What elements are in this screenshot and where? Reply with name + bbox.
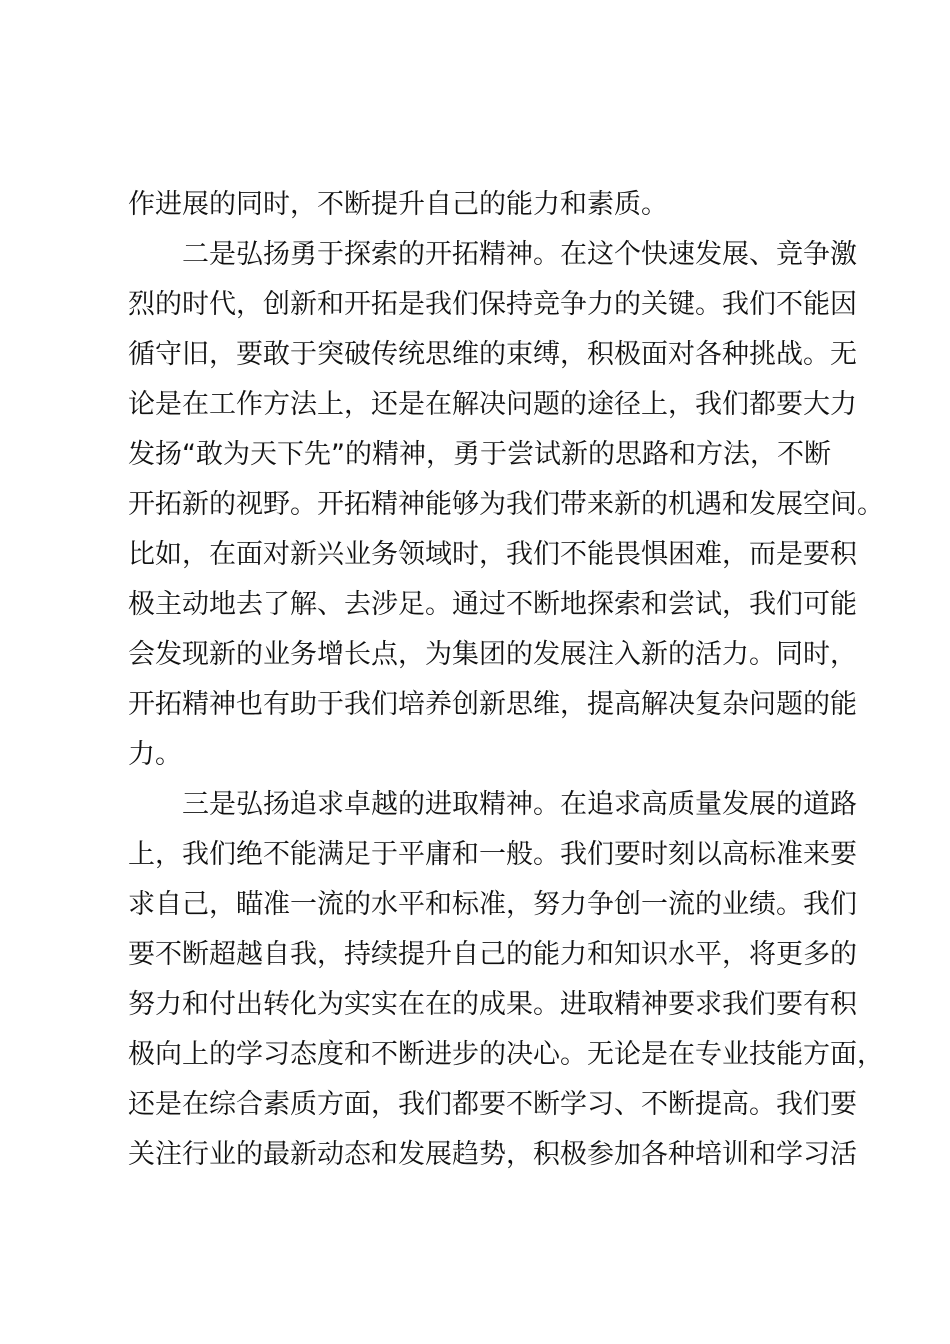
- text-line: 努力和付出转化为实实在在的成果。进取精神要求我们要有积: [128, 989, 857, 1020]
- text-line: 极主动地去了解、去涉足。通过不断地探索和尝试，我们可能: [128, 589, 857, 620]
- text-line: 上，我们绝不能满足于平庸和一般。我们要时刻以高标准来要: [128, 839, 857, 870]
- text-line: 烈的时代，创新和开拓是我们保持竞争力的关键。我们不能因: [128, 289, 857, 320]
- text-line: 二是弘扬勇于探索的开拓精神。在这个快速发展、竞争激: [128, 239, 857, 270]
- text-line: 力。: [128, 739, 182, 770]
- text-line: 还是在综合素质方面，我们都要不断学习、不断提高。我们要: [128, 1089, 857, 1120]
- text-line: 三是弘扬追求卓越的进取精神。在追求高质量发展的道路: [128, 789, 857, 820]
- text-line: 要不断超越自我，持续提升自己的能力和知识水平，将更多的: [128, 939, 857, 970]
- text-line: 发扬“敢为天下先”的精神，勇于尝试新的思路和方法，不断: [128, 439, 831, 470]
- text-line: 极向上的学习态度和不断进步的决心。无论是在专业技能方面，: [128, 1039, 884, 1070]
- text-line: 循守旧，要敢于突破传统思维的束缚，积极面对各种挑战。无: [128, 339, 857, 370]
- text-line: 开拓精神也有助于我们培养创新思维，提高解决复杂问题的能: [128, 689, 857, 720]
- text-line: 会发现新的业务增长点，为集团的发展注入新的活力。同时，: [128, 639, 857, 670]
- text-line: 作进展的同时，不断提升自己的能力和素质。: [128, 189, 668, 220]
- text-line: 关注行业的最新动态和发展趋势，积极参加各种培训和学习活: [128, 1139, 857, 1170]
- text-line: 求自己，瞄准一流的水平和标准，努力争创一流的业绩。我们: [128, 889, 857, 920]
- text-line: 比如，在面对新兴业务领域时，我们不能畏惧困难，而是要积: [128, 539, 857, 570]
- text-line: 论是在工作方法上，还是在解决问题的途径上，我们都要大力: [128, 389, 857, 420]
- document-body: [128, 180, 884, 1180]
- text-line: 开拓新的视野。开拓精神能够为我们带来新的机遇和发展空间。: [128, 489, 884, 520]
